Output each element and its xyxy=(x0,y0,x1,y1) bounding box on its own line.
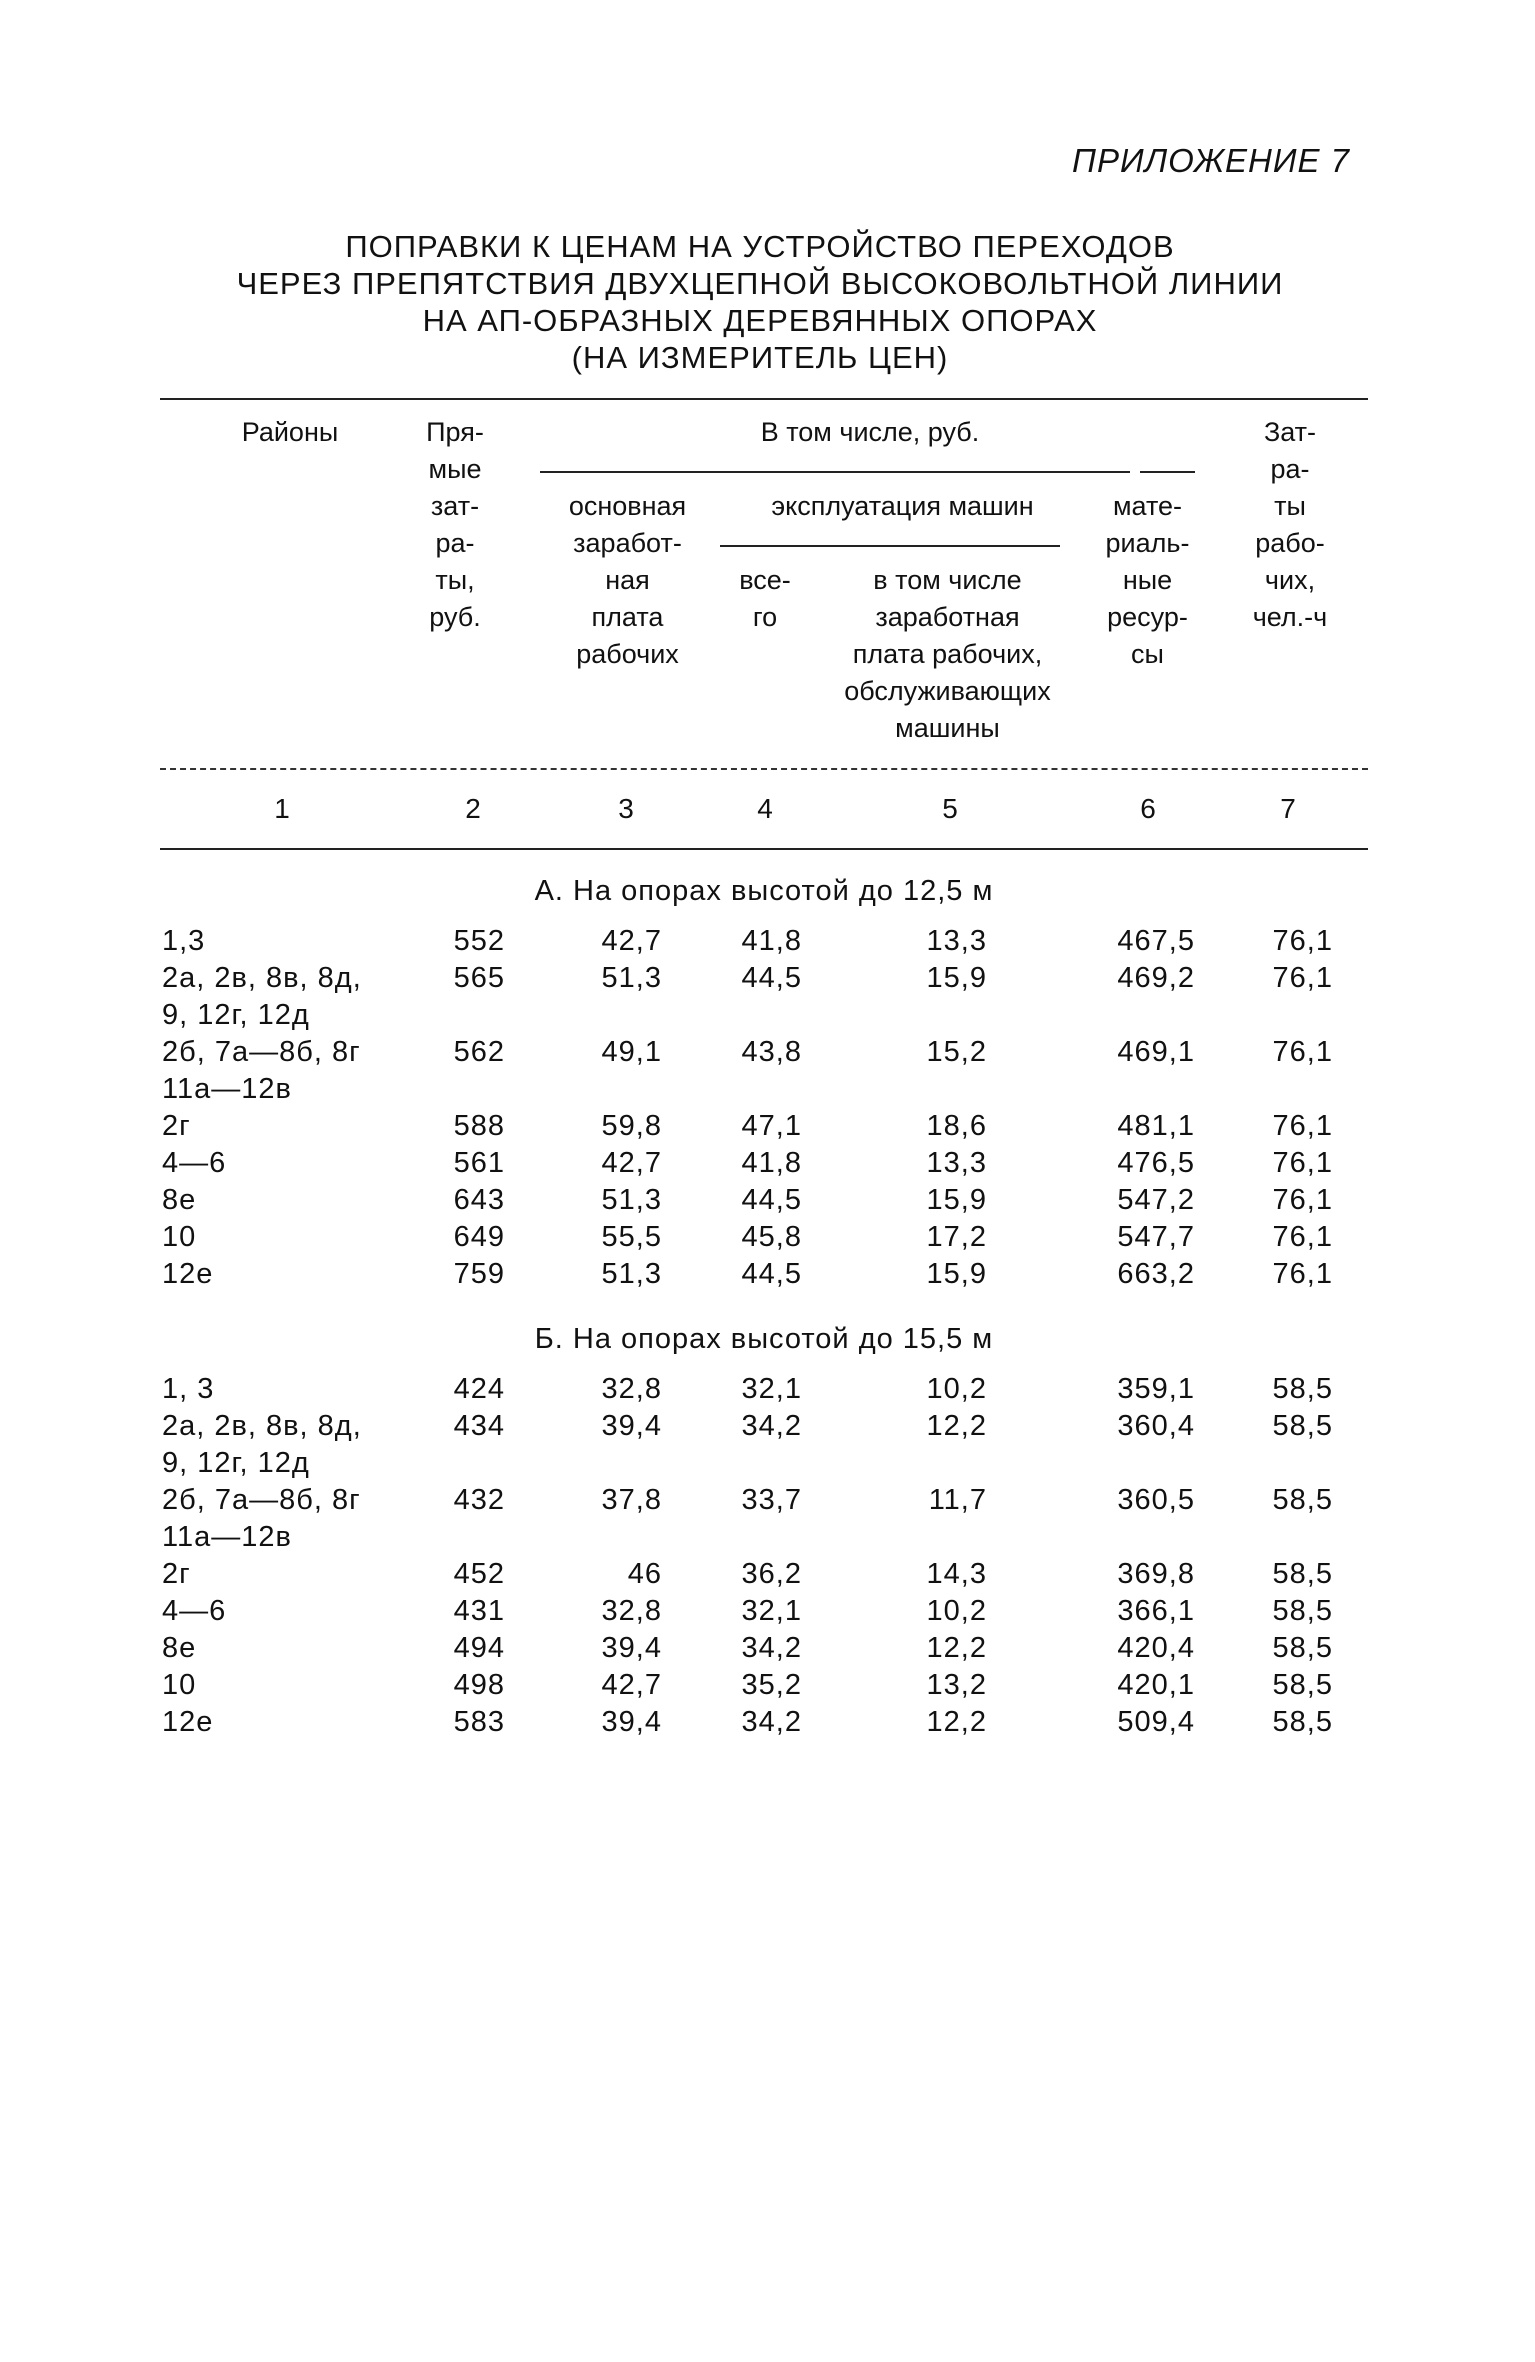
region-cell: 12е xyxy=(162,1706,214,1738)
machine-total-cell: 34,2 xyxy=(741,1410,802,1442)
machine-wage-cell: 13,3 xyxy=(926,925,987,957)
materials-cell: 420,1 xyxy=(1117,1669,1195,1701)
direct-costs-cell: 498 xyxy=(453,1669,505,1701)
machine-wage-cell: 15,9 xyxy=(926,1258,987,1290)
header-rule-machines xyxy=(720,545,1060,547)
materials-cell: 547,7 xyxy=(1117,1221,1195,1253)
materials-cell: 469,1 xyxy=(1117,1036,1195,1068)
header-rule-including xyxy=(540,471,1130,473)
machine-total-cell: 34,2 xyxy=(741,1632,802,1664)
machine-total-cell: 41,8 xyxy=(741,925,802,957)
region-cell: 8е xyxy=(162,1184,197,1216)
region-cell: 2г xyxy=(162,1110,191,1142)
title-line: НА АП-ОБРАЗНЫХ ДЕРЕВЯННЫХ ОПОРАХ xyxy=(422,303,1098,338)
header-total: все- го xyxy=(739,565,791,632)
appendix-label: ПРИЛОЖЕНИЕ 7 xyxy=(1072,142,1350,179)
header-basic-wage: основная заработ- ная плата рабочих xyxy=(568,491,687,669)
labor-costs-cell: 76,1 xyxy=(1272,1147,1333,1179)
machine-wage-cell: 12,2 xyxy=(926,1410,987,1442)
basic-wage-cell: 42,7 xyxy=(601,1669,662,1701)
title-line: (НА ИЗМЕРИТЕЛЬ ЦЕН) xyxy=(571,340,949,375)
region-cell: 9, 12г, 12д xyxy=(162,1447,310,1479)
column-number: 1 xyxy=(274,793,290,824)
machine-total-cell: 41,8 xyxy=(741,1147,802,1179)
header-regions: Районы xyxy=(241,417,339,447)
column-number: 4 xyxy=(757,793,773,824)
labor-costs-cell: 58,5 xyxy=(1272,1558,1333,1590)
machine-total-cell: 32,1 xyxy=(741,1595,802,1627)
machine-wage-cell: 14,3 xyxy=(926,1558,987,1590)
basic-wage-cell: 39,4 xyxy=(601,1706,662,1738)
page-title xyxy=(150,228,1370,376)
machine-wage-cell: 10,2 xyxy=(926,1373,987,1405)
basic-wage-cell: 51,3 xyxy=(601,1184,662,1216)
direct-costs-cell: 561 xyxy=(453,1147,505,1179)
header-materials: мате- риаль- ные ресур- сы xyxy=(1105,491,1190,669)
direct-costs-cell: 452 xyxy=(453,1558,505,1590)
direct-costs-cell: 424 xyxy=(453,1373,505,1405)
header-labor-costs: Зат- ра- ты рабо- чих, чел.-ч xyxy=(1252,417,1328,632)
column-numbers-bottom-rule xyxy=(160,848,1368,850)
direct-costs-cell: 552 xyxy=(453,925,505,957)
materials-cell: 547,2 xyxy=(1117,1184,1195,1216)
basic-wage-cell: 51,3 xyxy=(601,1258,662,1290)
basic-wage-cell: 32,8 xyxy=(601,1595,662,1627)
direct-costs-cell: 643 xyxy=(453,1184,505,1216)
basic-wage-cell: 39,4 xyxy=(601,1632,662,1664)
materials-cell: 663,2 xyxy=(1117,1258,1195,1290)
basic-wage-cell: 37,8 xyxy=(601,1484,662,1516)
labor-costs-cell: 76,1 xyxy=(1272,1221,1333,1253)
labor-costs-cell: 76,1 xyxy=(1272,925,1333,957)
materials-cell: 359,1 xyxy=(1117,1373,1195,1405)
materials-cell: 366,1 xyxy=(1117,1595,1195,1627)
machine-wage-cell: 15,9 xyxy=(926,962,987,994)
header-rule-materials xyxy=(1140,471,1195,473)
title-line: ПОПРАВКИ К ЦЕНАМ НА УСТРОЙСТВО ПЕРЕХОДОВ xyxy=(345,229,1175,264)
machine-wage-cell: 13,2 xyxy=(926,1669,987,1701)
header-bottom-rule xyxy=(160,768,1368,770)
column-number: 3 xyxy=(618,793,634,824)
region-cell: 12е xyxy=(162,1258,214,1290)
basic-wage-cell: 55,5 xyxy=(601,1221,662,1253)
labor-costs-cell: 76,1 xyxy=(1272,1110,1333,1142)
machine-wage-cell: 10,2 xyxy=(926,1595,987,1627)
machine-wage-cell: 15,2 xyxy=(926,1036,987,1068)
basic-wage-cell: 42,7 xyxy=(601,925,662,957)
materials-cell: 420,4 xyxy=(1117,1632,1195,1664)
labor-costs-cell: 58,5 xyxy=(1272,1632,1333,1664)
basic-wage-cell: 32,8 xyxy=(601,1373,662,1405)
machine-total-cell: 33,7 xyxy=(741,1484,802,1516)
direct-costs-cell: 583 xyxy=(453,1706,505,1738)
basic-wage-cell: 49,1 xyxy=(601,1036,662,1068)
machine-total-cell: 35,2 xyxy=(741,1669,802,1701)
machine-total-cell: 45,8 xyxy=(741,1221,802,1253)
region-cell: 2а, 2в, 8в, 8д, xyxy=(162,962,362,994)
region-cell: 2а, 2в, 8в, 8д, xyxy=(162,1410,362,1442)
basic-wage-cell: 59,8 xyxy=(601,1110,662,1142)
machine-wage-cell: 15,9 xyxy=(926,1184,987,1216)
machine-total-cell: 44,5 xyxy=(741,1184,802,1216)
direct-costs-cell: 649 xyxy=(453,1221,505,1253)
section-title: Б. На опорах высотой до 15,5 м xyxy=(534,1323,994,1355)
machine-wage-cell: 12,2 xyxy=(926,1706,987,1738)
region-cell: 10 xyxy=(162,1221,197,1253)
direct-costs-cell: 494 xyxy=(453,1632,505,1664)
basic-wage-cell: 51,3 xyxy=(601,962,662,994)
labor-costs-cell: 58,5 xyxy=(1272,1706,1333,1738)
machine-total-cell: 44,5 xyxy=(741,1258,802,1290)
machine-wage-cell: 11,7 xyxy=(928,1484,987,1516)
machine-total-cell: 44,5 xyxy=(741,962,802,994)
labor-costs-cell: 76,1 xyxy=(1272,962,1333,994)
machine-wage-cell: 12,2 xyxy=(926,1632,987,1664)
title-line: ЧЕРЕЗ ПРЕПЯТСТВИЯ ДВУХЦЕПНОЙ ВЫСОКОВОЛЬТНОЙ ЛИНИИ xyxy=(236,266,1284,301)
region-cell: 9, 12г, 12д xyxy=(162,999,310,1031)
labor-costs-cell: 58,5 xyxy=(1272,1595,1333,1627)
machine-total-cell: 36,2 xyxy=(741,1558,802,1590)
header-direct-costs: Пря- мые зат- ра- ты, руб. xyxy=(426,417,484,632)
machine-wage-cell: 13,3 xyxy=(926,1147,987,1179)
labor-costs-cell: 58,5 xyxy=(1272,1373,1333,1405)
column-number: 2 xyxy=(465,793,481,824)
materials-cell: 476,5 xyxy=(1117,1147,1195,1179)
labor-costs-cell: 58,5 xyxy=(1272,1669,1333,1701)
machine-wage-cell: 18,6 xyxy=(926,1110,987,1142)
column-number: 5 xyxy=(942,793,958,824)
direct-costs-cell: 562 xyxy=(453,1036,505,1068)
column-number: 6 xyxy=(1140,793,1156,824)
header-machine-wage: в том числе заработная плата рабочих, обслуживающих машины xyxy=(844,565,1051,743)
labor-costs-cell: 76,1 xyxy=(1272,1036,1333,1068)
region-cell: 4—6 xyxy=(162,1595,227,1627)
header-including: В том числе, руб. xyxy=(760,417,980,447)
machine-total-cell: 47,1 xyxy=(741,1110,802,1142)
machine-total-cell: 34,2 xyxy=(741,1706,802,1738)
region-cell: 2б, 7а—8б, 8г xyxy=(162,1484,361,1516)
machine-total-cell: 43,8 xyxy=(741,1036,802,1068)
region-cell: 2б, 7а—8б, 8г xyxy=(162,1036,361,1068)
direct-costs-cell: 588 xyxy=(453,1110,505,1142)
direct-costs-cell: 432 xyxy=(453,1484,505,1516)
labor-costs-cell: 76,1 xyxy=(1272,1258,1333,1290)
region-cell: 10 xyxy=(162,1669,197,1701)
machine-total-cell: 32,1 xyxy=(741,1373,802,1405)
region-cell: 8е xyxy=(162,1632,197,1664)
header-machine-operation: эксплуатация машин xyxy=(771,491,1034,521)
direct-costs-cell: 759 xyxy=(453,1258,505,1290)
machine-wage-cell: 17,2 xyxy=(926,1221,987,1253)
basic-wage-cell: 46 xyxy=(627,1558,662,1590)
basic-wage-cell: 42,7 xyxy=(601,1147,662,1179)
materials-cell: 369,8 xyxy=(1117,1558,1195,1590)
region-cell: 11а—12в xyxy=(162,1073,292,1105)
labor-costs-cell: 58,5 xyxy=(1272,1410,1333,1442)
labor-costs-cell: 58,5 xyxy=(1272,1484,1333,1516)
direct-costs-cell: 434 xyxy=(453,1410,505,1442)
basic-wage-cell: 39,4 xyxy=(601,1410,662,1442)
region-cell: 1,3 xyxy=(162,925,206,957)
region-cell: 4—6 xyxy=(162,1147,227,1179)
direct-costs-cell: 565 xyxy=(453,962,505,994)
materials-cell: 360,4 xyxy=(1117,1410,1195,1442)
materials-cell: 469,2 xyxy=(1117,962,1195,994)
region-cell: 1, 3 xyxy=(162,1373,215,1405)
direct-costs-cell: 431 xyxy=(453,1595,505,1627)
table-top-rule xyxy=(160,398,1368,400)
materials-cell: 467,5 xyxy=(1117,925,1195,957)
column-number: 7 xyxy=(1280,793,1296,824)
materials-cell: 509,4 xyxy=(1117,1706,1195,1738)
materials-cell: 360,5 xyxy=(1117,1484,1195,1516)
region-cell: 11а—12в xyxy=(162,1521,292,1553)
labor-costs-cell: 76,1 xyxy=(1272,1184,1333,1216)
region-cell: 2г xyxy=(162,1558,191,1590)
section-title: А. На опорах высотой до 12,5 м xyxy=(534,875,994,907)
materials-cell: 481,1 xyxy=(1117,1110,1195,1142)
